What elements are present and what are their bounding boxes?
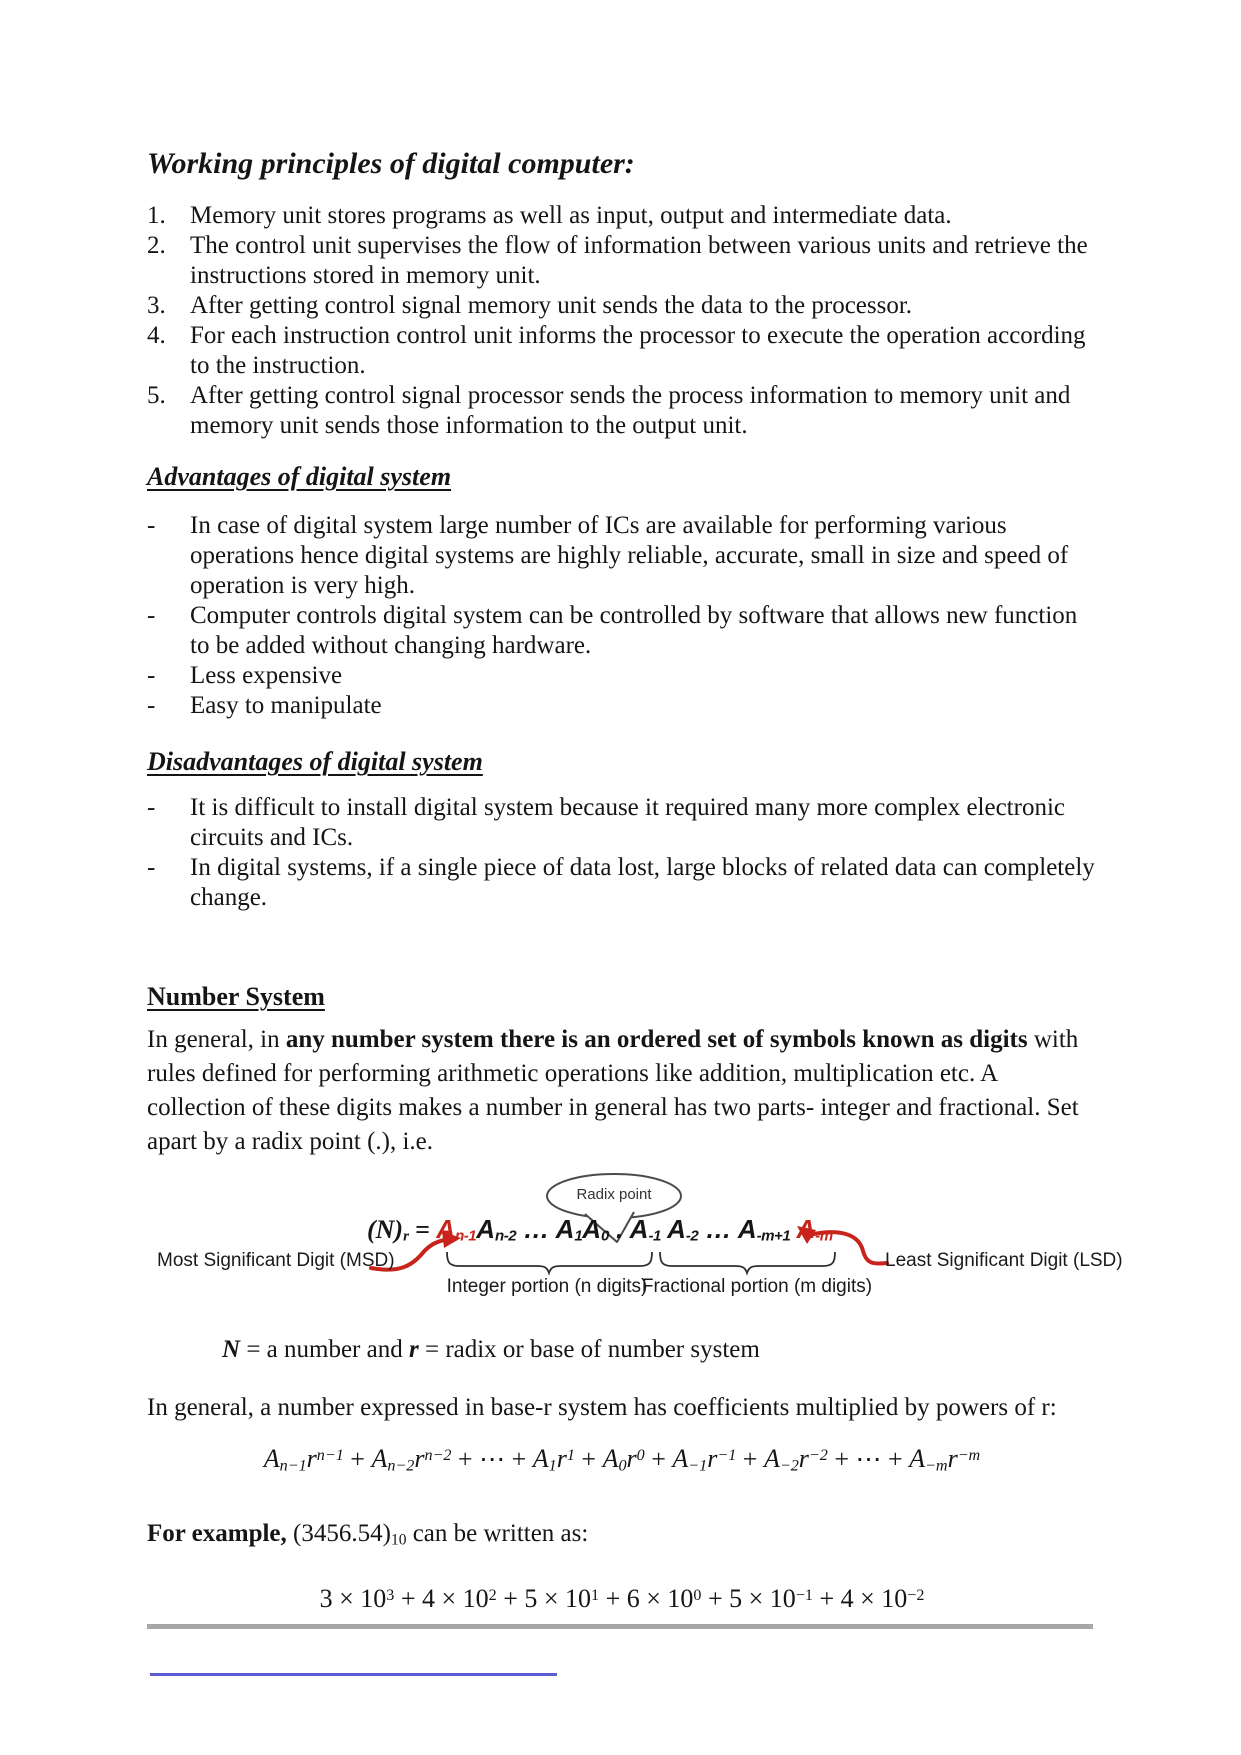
list-item-text: Less expensive bbox=[190, 662, 343, 689]
disadvantages-list bbox=[147, 793, 1097, 913]
for-example-line: For example, $(3456.54)_{10}$ can be written as: bbox=[147, 1519, 589, 1549]
list-item bbox=[147, 381, 1097, 441]
list-item-text: Computer controls digital system can be controlled by software that allows new function to be added without changing hardware. bbox=[190, 602, 1078, 659]
radix-formula: $(N)_r = A_{n-1}A_{n-2}$ … $A_1A_0$ . $A_{-1}$ $A_{-2}$ … $A_{-m+1}$ $A_{-m}$ bbox=[367, 1214, 833, 1245]
list-item-number: 1. bbox=[147, 202, 166, 229]
list-item bbox=[147, 291, 1097, 321]
list-item bbox=[147, 793, 1097, 853]
fraction-underbrace bbox=[660, 1252, 835, 1273]
list-item bbox=[147, 511, 1097, 601]
list-item-text: In case of digital system large number of ICs are available for performing various operations hence digital systems are highly reliable, accurate, small in size and speed of operation is very high. bbox=[190, 512, 1069, 599]
radix-bubble-label: Radix point bbox=[576, 1186, 652, 1203]
integer-portion-label: Integer portion (n digits) bbox=[446, 1276, 648, 1297]
example-expansion-formula: $3 \times 10^3 + 4 \times 10^2 + 5 \times 10^1 + 6 \times 10^0 + 5 \times 10^{-1} + 4 \times 10^{-2}$ bbox=[319, 1584, 925, 1614]
list-item-dash: - bbox=[147, 794, 156, 821]
lsd-label: Least Significant Digit (LSD) bbox=[885, 1250, 1123, 1271]
list-item-text: After getting control signal memory unit sends the data to the processor. bbox=[190, 292, 913, 319]
list-item-dash: - bbox=[147, 854, 156, 881]
list-item-number: 3. bbox=[147, 292, 166, 319]
list-item bbox=[147, 231, 1097, 291]
list-item bbox=[147, 691, 1097, 721]
number-system-heading: Number System bbox=[147, 982, 325, 1011]
n-definition-line: N = a number and r = radix or base of number system bbox=[222, 1336, 760, 1363]
section-divider-bar bbox=[147, 1624, 1093, 1629]
radix-point-diagram bbox=[147, 1172, 1123, 1308]
base-r-paragraph: In general, a number expressed in base-r system has coefficients multiplied by powers of r: bbox=[147, 1394, 1057, 1421]
list-item bbox=[147, 201, 1097, 231]
fraction-portion-label: Fractional portion (m digits) bbox=[641, 1276, 873, 1297]
list-item-text: The control unit supervises the flow of information between various units and retrieve the instructions stored in memory unit. bbox=[190, 232, 1088, 289]
list-item-text: It is difficult to install digital system because it required many more complex electronic circuits and ICs. bbox=[190, 794, 1065, 851]
list-item-text: Easy to manipulate bbox=[190, 692, 382, 719]
list-item-number: 4. bbox=[147, 322, 166, 349]
document-content bbox=[147, 146, 1123, 1676]
doc-title: Working principles of digital computer: bbox=[147, 147, 635, 180]
footnote-separator-line bbox=[150, 1673, 557, 1676]
list-item-number: 2. bbox=[147, 232, 166, 259]
disadvantages-heading: Disadvantages of digital system bbox=[147, 747, 483, 776]
list-item-text: In digital systems, if a single piece of data lost, large blocks of related data can completely change. bbox=[190, 854, 1095, 911]
general-formula: $A_{n-1}r^{n-1} + A_{n-2}r^{n-2}$ + ⋯ + $A_1r^1 + A_0r^0 + A_{-1}r^{-1} + A_{-2}r^{-2}$ + ⋯ + $A_{-m}r^{-m}$ bbox=[263, 1444, 981, 1475]
advantages-heading: Advantages of digital system bbox=[147, 462, 452, 491]
advantages-list bbox=[147, 511, 1097, 721]
list-item-dash: - bbox=[147, 512, 156, 539]
working-principles-list bbox=[147, 201, 1097, 441]
list-item bbox=[147, 601, 1097, 661]
list-item bbox=[147, 853, 1097, 913]
list-item-dash: - bbox=[147, 692, 156, 719]
list-item-dash: - bbox=[147, 662, 156, 689]
msd-label: Most Significant Digit (MSD) bbox=[157, 1250, 395, 1271]
list-item bbox=[147, 661, 1097, 691]
list-item-text: After getting control signal processor sends the process information to memory unit and memory unit sends those information to the output unit. bbox=[190, 382, 1071, 439]
list-item-dash: - bbox=[147, 602, 156, 629]
number-system-intro: In general, in any number system there is an ordered set of symbols known as digits with rules defined for performing arithmetic operations like addition, multiplication etc. A collection of these digits makes a number in general has two parts- integer and fractional. Set apart by a radix point (.), i.e. bbox=[147, 1026, 1079, 1155]
list-item-text: For each instruction control unit informs the processor to execute the operation according to the instruction. bbox=[190, 322, 1086, 379]
list-item-text: Memory unit stores programs as well as input, output and intermediate data. bbox=[190, 202, 952, 229]
list-item-number: 5. bbox=[147, 382, 166, 409]
integer-underbrace bbox=[447, 1252, 652, 1273]
list-item bbox=[147, 321, 1097, 381]
